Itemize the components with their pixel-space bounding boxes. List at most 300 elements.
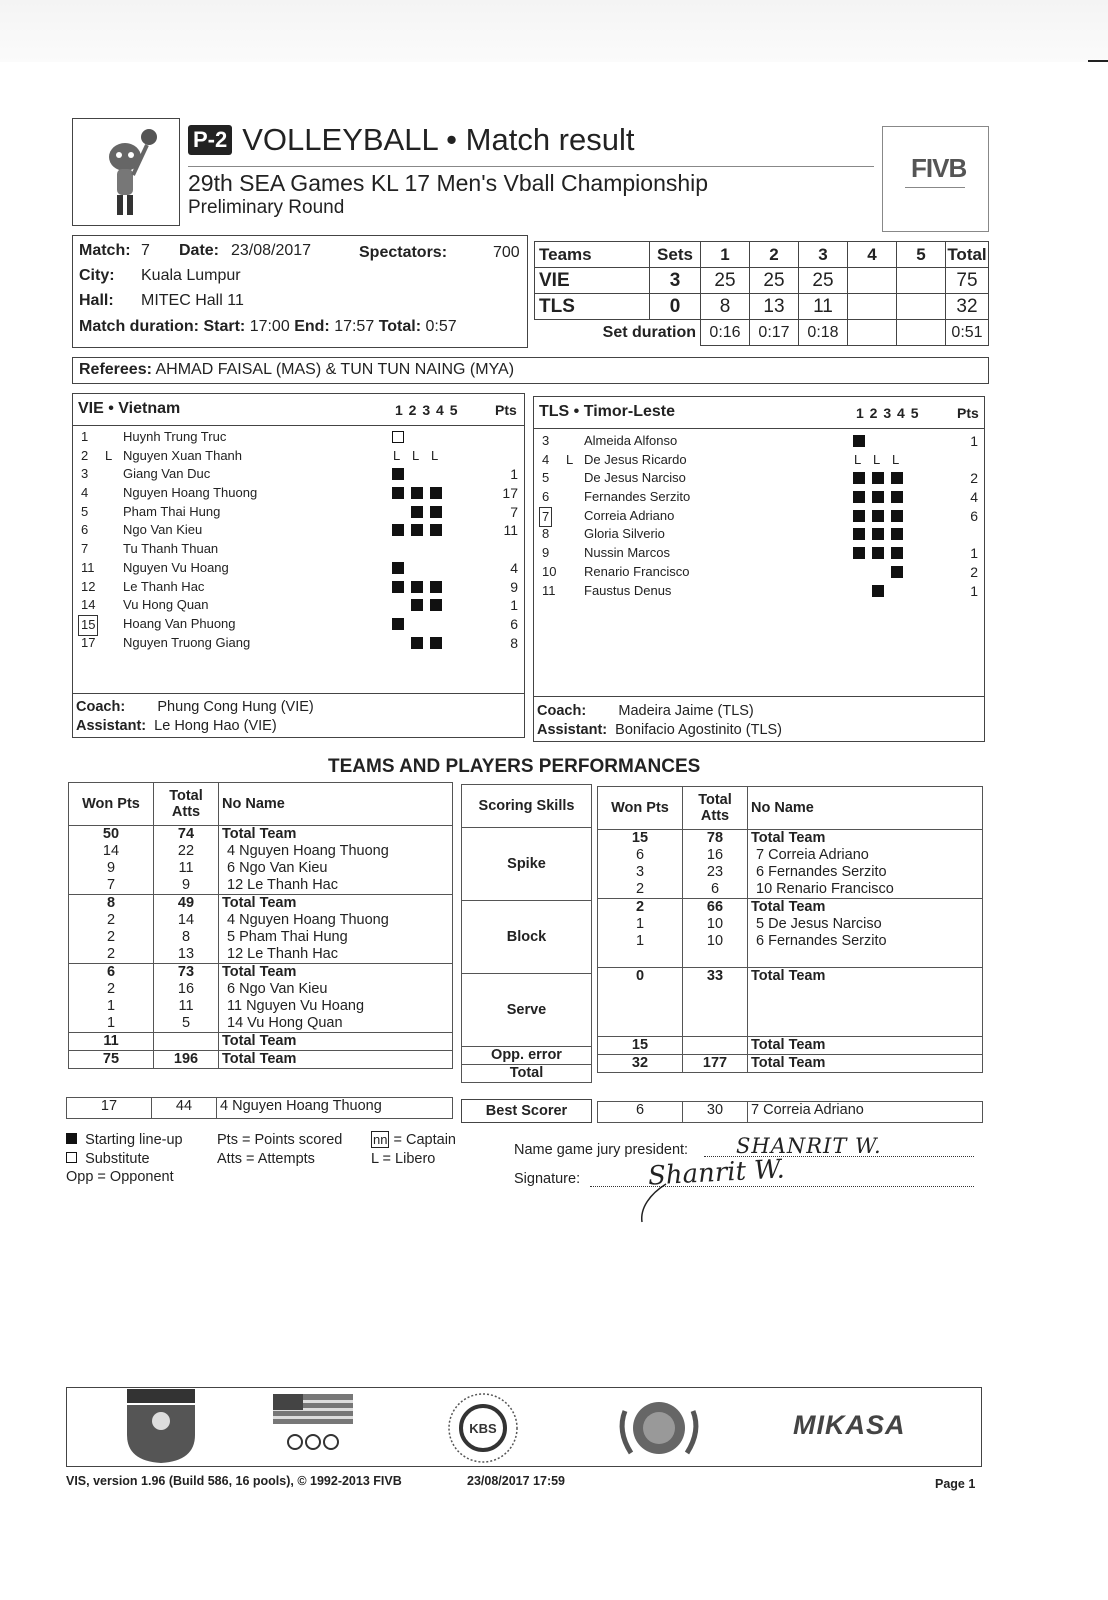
starting-lineup-marker [853,472,865,484]
sets-won: 3 [650,268,701,294]
won-pts-header: Won Pts [69,783,154,826]
set-score: 11 [799,294,848,320]
set-score: 13 [750,294,799,320]
perf-player-row [69,843,453,860]
player-number: 1 [81,429,89,444]
team-a-performance-table [68,782,453,1069]
player-row [73,503,524,522]
total-score: 32 [946,294,989,320]
player-number: 6 [81,522,89,538]
perf-name: Total Team [219,826,453,844]
player-number: 8 [542,526,550,542]
starting-lineup-marker [872,528,884,540]
sets-won: 0 [650,294,701,320]
player-number: 7 [539,507,552,528]
player-number: 7 [81,541,89,557]
player-number: 17 [81,634,96,650]
starting-lineup-marker [891,547,903,559]
perf-name: Total Team [219,964,453,982]
team-a-name: VIE • Vietnam [78,400,181,417]
team-b-name: TLS • Timor-Leste [539,403,675,420]
starting-lineup-marker [411,524,423,536]
starting-lineup-marker [853,510,865,522]
player-points: 9 [510,578,518,595]
player-name: Giang Van Duc [123,466,211,482]
player-row [534,563,984,582]
total-atts: 23 [683,864,748,881]
perf-name: 6 Fernandes Serzito [748,864,983,881]
total-atts: 16 [683,847,748,864]
player-row [73,540,524,559]
kbs-ministry-logo [443,1391,523,1465]
perf-name [748,985,983,1002]
player-number: 5 [81,503,89,519]
perf-player-row [69,929,453,946]
libero-mark: L [566,451,574,467]
won-pts: 1 [69,998,154,1015]
player-points: 1 [970,433,978,449]
perf-player-row [69,946,453,964]
player-row [534,432,984,451]
player-number: 5 [542,470,550,486]
libero-set-marker: L [393,447,401,463]
player-row [534,544,984,563]
player-name: Nguyen Xuan Thanh [123,447,243,463]
report-badge: P-2 [188,125,232,155]
player-number: 4 [81,485,89,501]
player-points: 7 [510,503,518,520]
team-a-header [73,394,524,426]
skill-block: Block [462,901,592,974]
starting-lineup-marker [392,581,404,593]
starting-lineup-marker [430,506,442,518]
referees-bar [72,357,989,384]
starting-lineup-marker [430,487,442,499]
total-atts: 196 [154,1051,219,1069]
sports-council-logo [611,1391,707,1465]
starting-lineup-marker [411,599,423,611]
best-atts: 30 [683,1102,748,1123]
assistant-label: Assistant: [76,718,147,734]
skill-total: Total [462,1065,592,1083]
libero-set-marker: L [873,451,881,467]
total-atts: 9 [154,877,219,895]
no-name-header: No Name [219,783,453,826]
set-score: 8 [701,294,750,320]
assistant-name: Le Hong Hao (VIE) [154,718,277,734]
player-name: Ngo Van Kieu [123,522,203,538]
player-number: 14 [81,597,96,613]
team-b-roster [534,432,984,600]
header-divider [188,166,874,167]
city-name: Kuala Lumpur [141,267,241,284]
skill-serve: Serve [462,974,592,1047]
total-atts: 74 [154,826,219,844]
starting-lineup-marker [392,562,404,574]
player-number: 2 [81,447,89,463]
perf-name [748,1019,983,1037]
round-name: Preliminary Round [188,197,345,218]
player-name: Vu Hong Quan [123,597,209,613]
total-atts: 33 [683,968,748,986]
mascot-logo [72,118,180,226]
legend-substitute-text: Substitute [85,1150,150,1167]
legend-pts: Pts = Points scored [217,1132,343,1148]
best-won: 17 [67,1098,152,1119]
scoring-skills-header: Scoring Skills [462,785,592,828]
starting-lineup-marker [891,491,903,503]
sets-col-5: 5 [897,242,946,268]
libero-set-marker: L [892,451,900,467]
legend-atts: Atts = Attempts [217,1150,315,1167]
best-atts: 44 [152,1098,217,1119]
sets-col-3: 3 [799,242,848,268]
jury-president-name: SHANRIT W. [736,1134,882,1158]
set-duration: 0:16 [701,320,750,346]
libero-set-marker: L [431,447,439,463]
won-pts: 0 [598,968,683,986]
total-atts: 5 [154,1015,219,1033]
legend-opp: Opp = Opponent [66,1169,174,1185]
won-pts: 2 [69,929,154,946]
player-number: 9 [542,545,550,561]
perf-name: 4 Nguyen Hoang Thuong [219,843,453,860]
won-pts: 2 [69,981,154,998]
won-pts: 11 [69,1033,154,1051]
perf-name: 10 Renario Francisco [748,881,983,899]
total-atts: 22 [154,843,219,860]
total-atts: 16 [154,981,219,998]
player-points: 2 [970,563,978,580]
player-points: 6 [510,615,518,632]
skill-opp-error: Opp. error [462,1047,592,1065]
player-name: Hoang Van Phuong [123,615,236,631]
legend-right [371,1131,456,1168]
skill-spike: Spike [462,828,592,901]
no-name-header: No Name [748,787,983,830]
referees-label: Referees: [79,361,152,378]
starting-lineup-marker [853,528,865,540]
player-name: Nguyen Hoang Thuong [123,485,258,501]
libero-set-marker: L [412,447,420,463]
won-pts: 15 [598,1037,683,1055]
starting-lineup-marker [872,547,884,559]
mikasa-logo: MIKASA [793,1410,906,1440]
team-b-best-scorer [597,1101,983,1123]
total-atts [683,950,748,968]
perf-name: 5 Pham Thai Hung [219,929,453,946]
total-atts: 10 [683,916,748,933]
won-pts: 1 [598,933,683,950]
report-title: VOLLEYBALL • Match result [242,122,635,157]
player-number: 15 [78,615,98,636]
player-points: 1 [970,582,978,599]
starting-lineup-marker [430,581,442,593]
starting-lineup-marker [872,510,884,522]
won-pts-header: Won Pts [598,787,683,830]
total-atts [154,1033,219,1051]
team-code: VIE [535,268,650,294]
won-pts: 3 [598,864,683,881]
player-number: 10 [542,563,557,579]
perf-name: 12 Le Thanh Hac [219,946,453,964]
perf-team-total-row [598,899,983,917]
sets-row-vie [535,268,989,294]
player-name: Nguyen Truong Giang [123,634,251,650]
total-time: 0:57 [425,318,457,335]
starting-lineup-marker [891,528,903,540]
starting-lineup-marker [430,599,442,611]
starting-lineup-marker [411,637,423,649]
team-b-performance-table [597,786,983,1073]
end-time: 17:57 [334,318,375,335]
captain-box-icon: nn [373,1132,388,1147]
player-name: De Jesus Ricardo [584,451,687,467]
match-info-panel [72,235,528,348]
player-points: 1 [510,466,518,483]
assistant-label: Assistant: [537,722,608,738]
player-row [73,559,524,578]
player-name: Huynh Trung Truc [123,429,227,444]
perf-player-row [69,912,453,929]
perf-player-row [598,916,983,933]
team-b-coach-row [537,703,754,719]
set-duration [897,320,946,346]
end-label: End: [294,318,330,335]
starting-lineup-marker [891,510,903,522]
legend-captain-text: = Captain [393,1132,456,1148]
scan-edge-mark [1088,60,1108,62]
perf-name: Total Team [219,1051,453,1069]
set-score: 25 [701,268,750,294]
player-number: 4 [542,451,550,467]
won-pts: 6 [598,847,683,864]
perf-player-row [69,981,453,998]
player-name: Gloria Silverio [584,526,665,542]
sets-col-2: 2 [750,242,799,268]
won-pts: 2 [598,881,683,899]
legend-captain [371,1131,456,1150]
perf-name: 12 Le Thanh Hac [219,877,453,895]
perf-team-total-row [598,830,983,848]
won-pts [598,1019,683,1037]
coach-label: Coach: [537,703,587,719]
starting-lineup-marker [392,618,404,630]
player-row [534,451,984,470]
set-duration [848,320,897,346]
player-row [534,525,984,544]
perf-name: Total Team [219,895,453,913]
perf-name: Total Team [748,1055,983,1073]
header-title-row [188,122,634,158]
sets-col-teams: Teams [535,242,650,268]
perf-player-row [598,1019,983,1037]
sets-col-4: 4 [848,242,897,268]
player-name: De Jesus Narciso [584,470,686,486]
sets-table [534,241,989,346]
fivb-logo [882,126,989,232]
player-row [73,634,524,653]
total-atts: 11 [154,998,219,1015]
player-number: 3 [81,466,89,482]
perf-team-total-row [598,968,983,986]
perf-name [748,950,983,968]
starting-lineup-marker [891,472,903,484]
won-pts: 8 [69,895,154,913]
perf-opp-row [598,1037,983,1055]
total-atts-header: Total Atts [683,787,748,830]
player-row [73,447,524,466]
total-atts: 49 [154,895,219,913]
starting-lineup-marker [853,435,865,447]
player-row [534,469,984,488]
starting-lineup-marker [430,637,442,649]
won-pts: 2 [69,912,154,929]
team-b-coach-divider [534,696,984,697]
player-points: 6 [970,507,978,524]
player-points: 4 [510,559,518,576]
perf-team-total-row [69,964,453,982]
player-points: 8 [510,634,518,651]
set-score [848,294,897,320]
won-pts: 9 [69,860,154,877]
signature-label: Signature: [514,1171,581,1187]
legend-left [66,1131,183,1187]
perf-total-row [69,1051,453,1069]
player-name: Renario Francisco [584,563,690,579]
player-row [73,521,524,540]
perf-player-row [69,860,453,877]
player-row [73,428,524,447]
perf-player-row [69,1015,453,1033]
footer-page: Page 1 [935,1477,976,1491]
sponsor-logo-strip [66,1387,982,1467]
legend-middle [217,1131,342,1168]
perf-player-row [598,864,983,881]
legend-substitute [66,1150,183,1169]
starting-lineup-marker [872,585,884,597]
perf-name: 4 Nguyen Hoang Thuong [219,912,453,929]
performances-title: TEAMS AND PLAYERS PERFORMANCES [328,756,701,777]
sets-header-row [535,242,989,268]
start-time: 17:00 [249,318,290,335]
player-number: 11 [81,559,95,575]
match-label: Match: [79,242,131,259]
player-name: Almeida Alfonso [584,433,678,448]
total-atts [683,1019,748,1037]
won-pts: 6 [69,964,154,982]
total-atts [683,985,748,1002]
start-label: Start: [203,318,246,335]
perf-total-row [598,1055,983,1073]
perf-header-row [69,783,453,826]
fivb-logo-swoosh [905,187,965,188]
perf-player-row [69,877,453,895]
best-scorer-label: Best Scorer [461,1099,592,1123]
player-name: Faustus Denus [584,582,672,598]
starting-lineup-marker [872,472,884,484]
total-atts [683,1037,748,1055]
legend-starting [66,1131,183,1150]
footer-timestamp: 23/08/2017 17:59 [467,1474,566,1488]
won-pts [598,1002,683,1019]
player-row [534,488,984,507]
player-row [73,465,524,484]
perf-name: Total Team [748,899,983,917]
player-name: Nussin Marcos [584,545,670,561]
total-atts: 73 [154,964,219,982]
sets-col-total: Total [946,242,989,268]
starting-lineup-marker [430,524,442,536]
total-atts-header: Total Atts [154,783,219,826]
sets-col-1: 1 [701,242,750,268]
won-pts: 2 [69,946,154,964]
set-score: 25 [750,268,799,294]
won-pts: 14 [69,843,154,860]
legend-libero: L = Libero [371,1150,436,1167]
championship-name: 29th SEA Games KL 17 Men's Vball Championship [188,170,709,196]
perf-player-row [598,985,983,1002]
won-pts: 50 [69,826,154,844]
total-atts: 10 [683,933,748,950]
duration-row [79,318,457,336]
legend-starting-text: Starting line-up [85,1132,183,1148]
perf-header-row [598,787,983,830]
perf-name: 6 Ngo Van Kieu [219,981,453,998]
assistant-name: Bonifacio Agostinito (TLS) [615,722,783,738]
perf-name: 11 Nguyen Vu Hoang [219,998,453,1015]
team-a-panel [72,393,525,738]
won-pts: 1 [69,1015,154,1033]
set-score [897,294,946,320]
empty-square-icon [66,1152,77,1163]
libero-mark: L [105,447,113,463]
total-atts: 6 [683,881,748,899]
player-name: Tu Thanh Thuan [123,541,219,557]
signature: Shanrit W. [647,1154,786,1192]
perf-team-total-row [69,895,453,913]
player-number: 6 [542,489,550,505]
perf-name: 7 Correia Adriano [748,847,983,864]
player-name: Correia Adriano [584,507,675,523]
starting-lineup-marker [392,468,404,480]
set-duration: 0:18 [799,320,848,346]
starting-lineup-marker [411,506,423,518]
starting-lineup-marker [891,566,903,578]
player-row [73,484,524,503]
won-pts: 15 [598,830,683,848]
hall-name: MITEC Hall 11 [141,292,244,309]
team-b-sets-header: 1 2 3 4 5 [856,405,920,421]
date-label: Date: [179,242,220,259]
scoring-skills-table [461,784,592,1083]
total-score: 75 [946,268,989,294]
spectators-label: Spectators: [359,244,448,261]
set-duration-row [535,320,989,346]
sets-col-sets: Sets [650,242,701,268]
sports-shield-logo [125,1387,197,1465]
jury-president-row [514,1142,688,1158]
won-pts [598,950,683,968]
player-number: 11 [542,582,556,598]
team-a-sets-header: 1 2 3 4 5 [395,402,459,418]
team-b-assistant-row [537,722,782,738]
player-row [534,507,984,526]
match-date: 23/08/2017 [231,242,312,259]
perf-name: 6 Ngo Van Kieu [219,860,453,877]
player-points: 1 [510,597,518,614]
substitute-marker [392,431,404,443]
